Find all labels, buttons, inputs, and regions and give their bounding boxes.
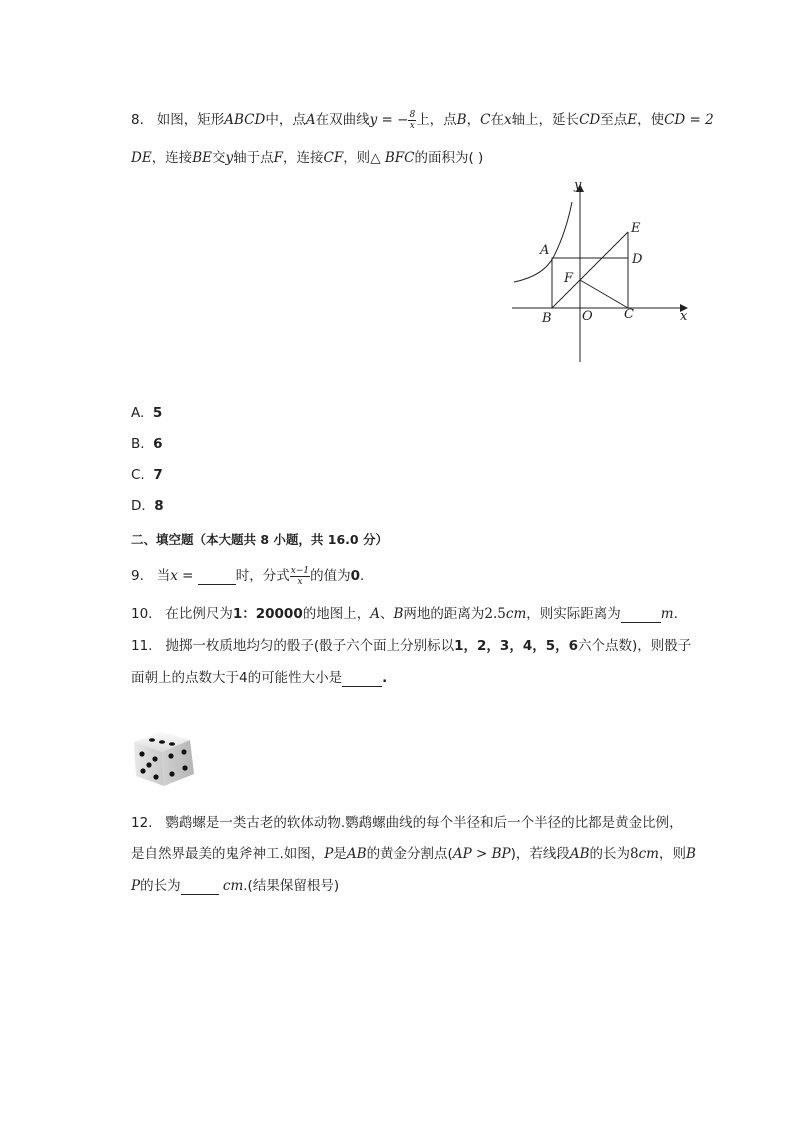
q10-math: B xyxy=(393,606,404,622)
q8-text: 在 xyxy=(490,112,504,128)
q12-math: cm xyxy=(222,878,244,894)
label-x: x xyxy=(680,309,688,324)
q10-line xyxy=(131,602,678,623)
q10-math: A xyxy=(370,606,380,622)
option-letter: B. xyxy=(131,436,145,452)
q11-line1 xyxy=(131,634,691,654)
q8-text: 至点 xyxy=(600,112,628,128)
q9-frac-num: x−1 xyxy=(290,565,310,576)
dice-image xyxy=(128,728,200,790)
q11-number: 11. xyxy=(131,638,153,654)
q8-number: 8. xyxy=(131,112,144,128)
option-letter: C. xyxy=(131,467,145,483)
q11-numbers: 1，2，3，4，5，6 xyxy=(454,638,579,654)
option-value: 7 xyxy=(153,467,163,483)
q8-frac-num: 8 xyxy=(409,109,416,120)
label-o: O xyxy=(582,309,593,324)
q10-text: ，则实际距离为 xyxy=(526,606,621,622)
q8-line2 xyxy=(131,146,483,166)
q8-math: CD xyxy=(579,112,601,128)
label-d: D xyxy=(632,252,643,267)
option-d[interactable] xyxy=(131,498,164,514)
q8-text: ，则 xyxy=(343,150,371,166)
q9-text: 当 xyxy=(156,568,171,584)
q12-math: B xyxy=(686,846,696,862)
q12-math: cm xyxy=(638,846,659,862)
q9-text: 时，分式 xyxy=(235,568,290,584)
q8-text: ， xyxy=(466,112,481,128)
label-b: B xyxy=(542,311,552,326)
q8-text: 上，点 xyxy=(416,112,457,128)
q8-frac-den: x xyxy=(409,120,415,131)
q8-math: ABCD xyxy=(224,112,266,128)
q10-number: 10. xyxy=(131,606,153,622)
q9-math: x = xyxy=(170,568,194,584)
q11-text: 的可能性大小是 xyxy=(247,670,343,686)
option-value: 6 xyxy=(153,436,163,452)
q8-text: 交 xyxy=(211,150,226,166)
q11-answer-blank[interactable] xyxy=(342,670,382,687)
q8-math: F xyxy=(273,150,283,166)
label-y: y xyxy=(574,178,582,193)
q12-text: 的长为 xyxy=(140,878,181,894)
q10-math: cm xyxy=(505,606,527,622)
q9-frac-den: x xyxy=(297,576,303,587)
q11-line2 xyxy=(131,666,387,687)
q8-text: 中，点 xyxy=(265,112,306,128)
q8-math: CD = 2 xyxy=(664,112,714,128)
q8-math: △ BFC xyxy=(370,150,415,166)
q8-figure xyxy=(500,172,700,368)
q10-answer-blank[interactable] xyxy=(621,606,661,623)
q8-math: x xyxy=(503,112,512,128)
q9-line xyxy=(131,564,364,587)
option-letter: D. xyxy=(131,498,146,514)
q12-text: .(结果保留根号) xyxy=(243,878,340,894)
segment-be xyxy=(552,232,628,308)
q12-text: ，则 xyxy=(659,846,686,862)
q8-math: y xyxy=(225,150,234,166)
q9-answer-blank[interactable] xyxy=(198,568,236,585)
q12-text: )，若线段 xyxy=(510,846,570,862)
q12-number: 12. xyxy=(131,815,153,831)
q12-text: 的黄金分割点( xyxy=(366,846,453,862)
option-value: 8 xyxy=(154,498,164,514)
q12-math: AP > BP xyxy=(452,846,511,862)
label-e: E xyxy=(631,221,641,236)
option-b[interactable] xyxy=(131,436,163,452)
q12-text: 鹦鹉螺是一类古老的软体动物.鹦鹉螺曲线的每个半径和后一个半径的比都是黄金比例， xyxy=(165,815,683,831)
q12-line3 xyxy=(131,874,339,895)
q9-number: 9. xyxy=(131,568,144,584)
q12-math: P xyxy=(324,846,334,862)
q12-text: 的长为 xyxy=(589,846,631,862)
q12-math: 8 xyxy=(630,846,639,862)
q10-text: 两地的距离为 xyxy=(403,606,485,622)
q8-text: 轴于点 xyxy=(233,150,274,166)
q8-text: ，连接 xyxy=(151,150,193,166)
option-letter: A. xyxy=(131,405,145,421)
q12-line2 xyxy=(131,842,696,862)
q8-text: 轴上，延长 xyxy=(511,112,580,128)
option-value: 5 xyxy=(152,405,163,421)
q10-text: . xyxy=(673,606,678,622)
section-heading: 二、填空题（本大题共 8 小题，共 16.0 分） xyxy=(131,532,388,547)
q12-line1 xyxy=(131,811,683,831)
q12-text: 是 xyxy=(333,846,347,862)
q12-math: P xyxy=(131,878,141,894)
q12-math: AB xyxy=(346,846,367,862)
q8-math: CF xyxy=(323,150,344,166)
q11-math: 4 xyxy=(239,670,248,686)
q9-text: . xyxy=(360,568,365,584)
q9-math: 0 xyxy=(350,568,361,584)
q11-text: 抛掷一枚质地均匀的骰子(骰子六个面上分别标以 xyxy=(165,638,455,654)
q8-math: E xyxy=(627,112,638,128)
q12-answer-blank[interactable] xyxy=(181,878,219,895)
q8-text: ，使 xyxy=(637,112,665,128)
q11-text: . xyxy=(382,670,388,686)
segment-cf xyxy=(580,280,628,308)
q8-math: A xyxy=(305,112,316,128)
label-a: A xyxy=(540,243,550,258)
q11-text: 六个点数)，则骰子 xyxy=(578,638,692,654)
label-c: C xyxy=(624,307,634,322)
q8-math: y = − xyxy=(369,112,409,128)
q8-text: 如图，矩形 xyxy=(156,112,225,128)
q8-fraction xyxy=(408,110,416,131)
q12-text: 是自然界最美的鬼斧神工.如图， xyxy=(131,846,325,862)
label-f: F xyxy=(564,271,574,286)
q8-text: ，连接 xyxy=(282,150,324,166)
q8-math: C xyxy=(480,112,491,128)
q10-math: m xyxy=(660,606,674,622)
q12-math: AB xyxy=(569,846,590,862)
q8-math: B xyxy=(456,112,467,128)
q11-text: 面朝上的点数大于 xyxy=(131,670,239,686)
q10-scale: 1：20000 xyxy=(232,606,303,622)
q10-math: 2.5 xyxy=(484,606,506,622)
q10-text: 的地图上， xyxy=(302,606,371,622)
q8-text: 在双曲线 xyxy=(315,112,370,128)
hyperbola-curve xyxy=(514,202,572,282)
q8-math: DE xyxy=(131,150,152,166)
option-a[interactable] xyxy=(131,405,162,421)
q10-text: 、 xyxy=(379,606,394,622)
q8-text: 的面积为( ) xyxy=(414,150,484,166)
q8-math: BE xyxy=(192,150,212,166)
q8-line1 xyxy=(131,108,714,131)
q10-text: 在比例尺为 xyxy=(165,606,233,622)
option-c[interactable] xyxy=(131,467,163,483)
q9-text: 的值为 xyxy=(310,568,351,584)
q9-fraction xyxy=(290,566,310,587)
